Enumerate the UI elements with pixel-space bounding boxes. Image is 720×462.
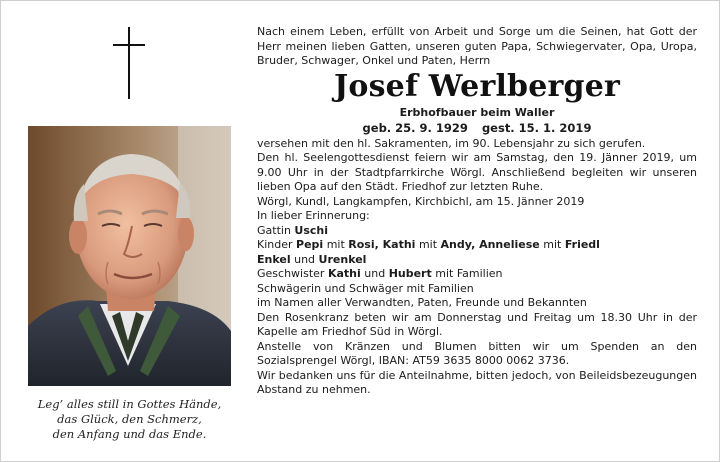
family-member: Pepi [296, 238, 324, 251]
family-grandchildren [257, 253, 697, 268]
family-in-laws: Schwägerin und Schwäger mit Familien [257, 281, 474, 295]
family-member: Enkel [257, 252, 291, 266]
cross-icon [113, 27, 145, 99]
family-member: Andy, Anneliese [440, 238, 540, 251]
family-children [257, 238, 697, 253]
deceased-name: Josef Werlberger [333, 68, 620, 104]
family-siblings [257, 267, 697, 282]
family-connector: und [294, 252, 316, 266]
family-connector: mit [418, 238, 438, 251]
donation-text: Anstelle von Kränzen und Blumen bitten wir um Spenden an den Sozialsprengel Wörgl, IBAN: AT59 3635 8000 0062 3736. [257, 339, 697, 367]
verse [28, 397, 231, 442]
remembrance-heading: In lieber Erinnerung: [257, 209, 370, 222]
family-label: Kinder [257, 238, 293, 251]
family-label: mit Familien [435, 267, 503, 280]
portrait-photo [28, 126, 231, 386]
family-label: Geschwister [257, 267, 325, 280]
family-label: Gattin [257, 223, 291, 237]
birth-date: geb. 25. 9. 1929 [362, 120, 468, 135]
family-member: Urenkel [318, 252, 367, 266]
family-member: Uschi [294, 223, 329, 237]
family-member: Hubert [388, 267, 432, 280]
occupation: Erbhofbauer beim Waller [399, 105, 555, 119]
thanks-text: Wir bedanken uns für die Anteilnahme, bitten jedoch, von Beileidsbezeugungen Abstand zu nehmen. [257, 368, 697, 396]
place-date: Wörgl, Kundl, Langkampfen, Kirchbichl, am 15. Jänner 2019 [257, 194, 585, 208]
life-dates [257, 120, 697, 136]
death-date: gest. 15. 1. 2019 [481, 120, 592, 135]
family-connector: mit [326, 238, 345, 251]
family-connector: und [364, 267, 386, 280]
family-wife [257, 224, 697, 239]
intro-text: Nach einem Leben, erfüllt von Arbeit und Sorge um die Seinen, hat Gott der Herr meinen lieben Gatten, unseren guten Papa, Schwiegervater, Opa, Uropa, Bruder, Schwager, Onkel und Paten, Herrn [257, 25, 697, 67]
family-member: Kathi [327, 267, 361, 280]
family-connector: mit [543, 238, 562, 251]
family-relatives: im Namen aller Verwandten, Paten, Freunde und Bekannten [257, 296, 587, 309]
rosary-text: Den Rosenkranz beten wir am Donnerstag und Freitag um 18.30 Uhr in der Kapelle am Friedhof Süd in Wörgl. [257, 310, 697, 338]
funeral-text: Den hl. Seelengottesdienst feiern wir am Samstag, den 19. Jänner 2019, um 9.00 Uhr in der Stadtpfarrkirche Wörgl. Anschließend begleiten wir unseren lieben Opa auf den Städt. Friedhof zur letzten Ruhe. [257, 151, 697, 193]
family-member: Rosi, Kathi [348, 238, 416, 251]
family-member: Friedl [564, 238, 600, 251]
verse-line: das Glück, den Schmerz, [57, 412, 202, 426]
verse-line: Leg’ alles still in Gottes Hände, [37, 397, 222, 411]
sacraments-text: versehen mit den hl. Sakramenten, im 90. Lebensjahr zu sich gerufen. [257, 136, 646, 150]
notice-text [257, 25, 697, 398]
verse-line: den Anfang und das Ende. [52, 427, 207, 441]
